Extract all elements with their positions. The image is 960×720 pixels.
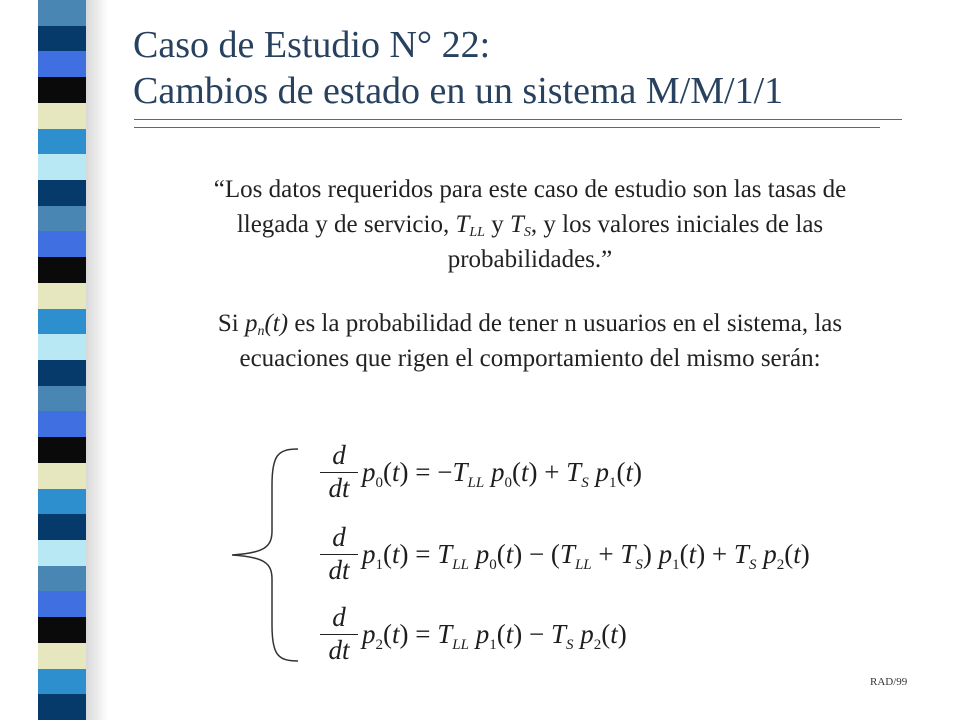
stripe-block — [38, 257, 86, 283]
symbol-t-s-sub: S — [523, 225, 531, 240]
stripe-block — [38, 694, 86, 720]
stripe-block — [38, 0, 86, 26]
symbol-t-s: T — [509, 211, 524, 238]
stripe-block — [38, 231, 86, 257]
stripe-block — [38, 566, 86, 592]
definition-start: Si — [217, 310, 245, 337]
stripe-block — [38, 51, 86, 77]
decorative-stripe — [0, 0, 110, 720]
derivative-numerator: d — [332, 522, 346, 552]
stripe-block — [38, 77, 86, 103]
stripe-block — [38, 669, 86, 695]
title-line-1: Caso de Estudio N° 22: — [133, 24, 491, 66]
stripe-block — [38, 617, 86, 643]
derivative-operator — [320, 522, 358, 585]
quote-text-start: “Los datos requeridos para este caso de estudio son las tasas de llegada y de servicio, — [213, 176, 847, 238]
stripe-block — [38, 180, 86, 206]
stripe-block — [38, 489, 86, 515]
equation-rhs: $p_2(t) = T_{LL}$ $p_1(t) - T_S$ $p_2(t)$ — [362, 619, 627, 653]
stripe-block — [38, 283, 86, 309]
stripe-block — [38, 514, 86, 540]
slide-title — [133, 22, 783, 114]
derivative-operator — [320, 440, 358, 503]
stripe-block — [38, 154, 86, 180]
quote-paragraph — [190, 172, 870, 277]
stripe-block — [38, 334, 86, 360]
stripe-block — [38, 103, 86, 129]
stripe-block — [38, 540, 86, 566]
derivative-numerator: d — [332, 440, 346, 470]
derivative-denominator: dt — [328, 555, 350, 585]
stripe-block — [38, 643, 86, 669]
stripe-block — [38, 26, 86, 52]
symbol-t-arg: (t) — [264, 310, 289, 337]
equation-rhs: $p_1(t) = T_{LL}$ $p_0(t) - (T_{LL} + T_S) p_1(t) + T_S$ $p_2(t)$ — [362, 539, 810, 573]
equation-rhs: $p_0(t) = -T_{LL}$ $p_0(t) + T_S$ $p_1(t)$ — [362, 457, 642, 491]
stripe-block — [38, 360, 86, 386]
stripe-shadow — [86, 0, 108, 720]
stripe-block — [38, 591, 86, 617]
definition-end: es la probabilidad de tener n usuarios en el sistema, las ecuaciones que rigen el comportamiento del mismo serán: — [239, 310, 843, 372]
stripe-block — [38, 206, 86, 232]
quote-text-end: , y los valores iniciales de las probabilidades.” — [447, 211, 824, 273]
stripe-block — [38, 463, 86, 489]
title-underline-inner — [134, 127, 880, 128]
derivative-numerator: d — [332, 602, 346, 632]
title-line-2: Cambios de estado en un sistema M/M/1/1 — [133, 70, 784, 112]
stripe-block — [38, 437, 86, 463]
footer-code: RAD/99 — [870, 676, 908, 688]
title-underline — [134, 119, 902, 120]
derivative-denominator: dt — [328, 635, 350, 665]
symbol-p: p — [244, 310, 258, 337]
stripe-block — [38, 411, 86, 437]
symbol-t-ll: T — [455, 211, 470, 238]
stripe-block — [38, 129, 86, 155]
quote-and: y — [484, 211, 510, 238]
symbol-t-ll-sub: LL — [469, 225, 485, 240]
stripe-block — [38, 309, 86, 335]
symbol-p-sub: n — [257, 324, 265, 339]
definition-paragraph — [190, 306, 870, 376]
derivative-denominator: dt — [328, 473, 350, 503]
stripe-block — [38, 386, 86, 412]
left-brace — [226, 445, 302, 665]
derivative-operator — [320, 602, 358, 665]
